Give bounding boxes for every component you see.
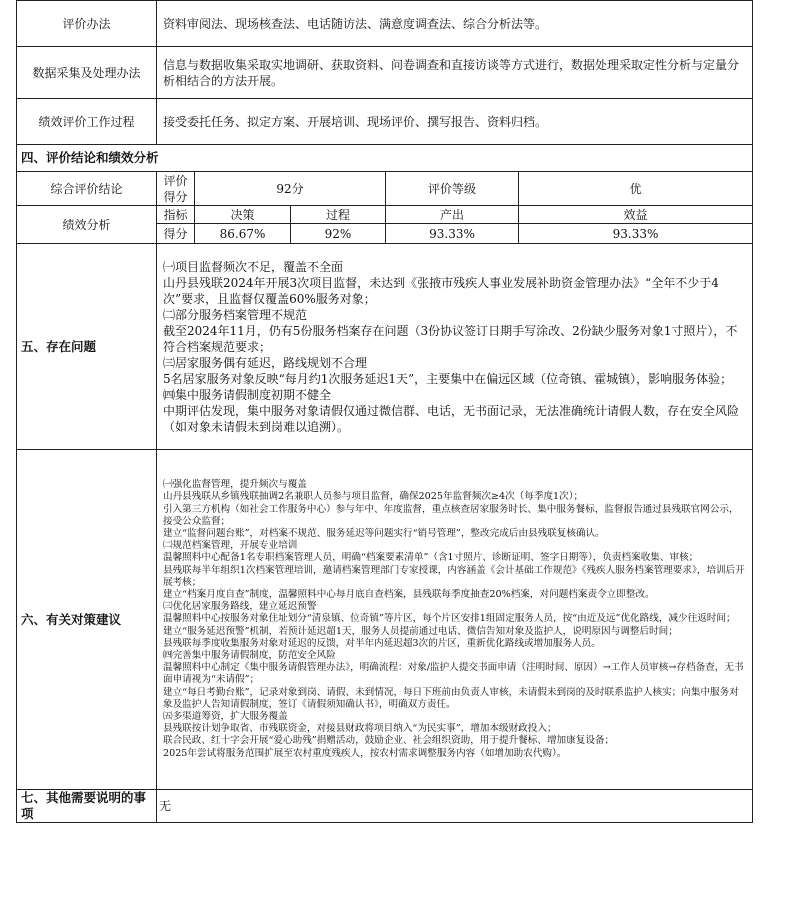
evaluation-process-label: 绩效评价工作过程: [17, 99, 157, 145]
evaluation-process-content: 接受委托任务、拟定方案、开展培训、现场评价、撰写报告、资料归档。: [157, 99, 753, 145]
score-value: 92分: [195, 172, 386, 206]
section6-line-1: ㈠强化监督管理，提升频次与覆盖: [163, 479, 307, 491]
section5-line-5: ㈢居家服务偶有延迟，路线规划不合理: [163, 355, 368, 370]
points-output: 93.33%: [386, 224, 519, 244]
indicator-label: 指标: [157, 206, 195, 224]
section7-row: [17, 790, 753, 823]
indicator-decision: 决策: [195, 206, 291, 224]
indicator-output: 产出: [386, 206, 519, 224]
row-evaluation-method: [17, 1, 753, 47]
grade-value: 优: [519, 172, 753, 206]
section6-line-4: 建立“监督问题台账”，对档案不规范、服务延迟等问题实行“销号管理”，整改完成后由县残联复核确认。: [163, 527, 605, 539]
section6-line-6: 温馨照料中心配备1名专职档案管理人员，明确“档案要素清单”（含1寸照片、诊断证明、签字日期等），负责档案收集、审核；: [163, 552, 699, 564]
section5-line-3: ㈡部分服务档案管理不规范: [163, 307, 308, 322]
evaluation-method-label: 评价办法: [17, 1, 157, 47]
section6-line-16: ㈤多渠道筹资，扩大服务覆盖: [163, 711, 288, 723]
section6-title: 六、有关对策建议: [17, 450, 157, 790]
grade-label: 评价等级: [386, 172, 519, 206]
section7-title: 七、其他需要说明的事项: [17, 790, 157, 823]
section6-line-18: 联合民政、红十字会开展“爱心助残”捐赠活动，鼓励企业、社会组织资助，用于提升餐标、增加康复设备；: [163, 735, 615, 747]
section6-line-3: 引入第三方机构（如社会工作服务中心）参与年中、年度监督，重点核查居家服务时长、集中服务餐标，监督报告通过县残联官网公示，接受公众监督；: [163, 503, 739, 527]
section6-row: [17, 450, 753, 790]
evaluation-report-table: [16, 0, 753, 823]
row-evaluation-process: [17, 99, 753, 145]
section5-row: [17, 244, 753, 450]
section6-line-19: 2025年尝试将服务范围扩展至农村重度残疾人，按农村需求调整服务内容（如增加助农代购）。: [163, 747, 567, 759]
section6-line-10: 温馨照料中心按服务对象住址划分“清泉镇、位奇镇”等片区，每个片区安排1组固定服务人员，按“由近及远”优化路线，减少往返时间；: [163, 613, 736, 625]
section6-line-17: 县残联按计划争取省、市残联资金，对接县财政将项目纳入“为民实事”，增加本级财政投入；: [163, 723, 557, 735]
points-process: 92%: [291, 224, 386, 244]
points-benefit: 93.33%: [519, 224, 753, 244]
row-data-collection: [17, 47, 753, 99]
section5-title: 五、存在问题: [17, 244, 157, 450]
section5-line-6: 5名居家服务对象反映“每月约1次服务延迟1天”，主要集中在偏远区域（位奇镇、霍城镇），影响服务体验；: [163, 371, 733, 386]
section4-header-row: [17, 145, 753, 172]
section5-line-8: 中期评估发现，集中服务对象请假仅通过微信群、电话，无书面记录，无法准确统计请假人数，存在安全风险（如对象未请假未到岗难以追溯）。: [163, 403, 740, 434]
score-label: 评价得分: [157, 172, 195, 206]
section6-content: [157, 450, 753, 790]
section4-title: 四、评价结论和绩效分析: [17, 145, 753, 172]
section5-line-2: 山丹县残联2024年开展3次项目监督，未达到《张掖市残疾人事业发展补助资金管理办法》“全年不少于4次”要求，且监督仅覆盖60%服务对象；: [163, 275, 719, 306]
section6-line-13: ㈣完善集中服务请假制度，防范安全风险: [163, 650, 336, 661]
section6-line-2: 山丹县残联从乡镇残联抽调2名兼职人员参与项目监督，确保2025年监督频次≥4次（每季度1次）；: [163, 491, 584, 503]
section6-line-9: ㈢优化居家服务路线，建立延迟预警: [163, 601, 317, 613]
section5-content: [157, 244, 753, 450]
section5-line-7: ㈣集中服务请假制度初期不健全: [163, 387, 332, 402]
data-collection-content: 信息与数据收集采取实地调研、获取资料、问卷调查和直接访谈等方式进行，数据处理采取定性分析与定量分析相结合的方法开展。: [157, 47, 753, 99]
evaluation-method-content: 资料审阅法、现场核查法、电话随访法、满意度调查法、综合分析法等。: [157, 1, 753, 47]
section6-line-11: 建立“服务延迟预警”机制，若预计延迟超1天，服务人员提前通过电话、微信告知对象及监护人，说明原因与调整后时间；: [163, 625, 678, 637]
performance-analysis-label: 绩效分析: [17, 206, 157, 244]
section6-line-12: 县残联每季度收集服务对象对延迟的反馈，对半年内延迟超3次的片区，重新优化路线或增加服务人员。: [163, 637, 601, 649]
indicator-process: 过程: [291, 206, 386, 224]
overall-conclusion-label: 综合评价结论: [17, 172, 157, 206]
indicator-benefit: 效益: [519, 206, 753, 224]
section5-line-1: ㈠项目监督频次不足，覆盖不全面: [163, 259, 344, 274]
section6-line-5: ㈡规范档案管理，开展专业培训: [163, 540, 298, 552]
section7-content: 无: [157, 790, 753, 823]
indicator-row: [17, 206, 753, 224]
section6-line-7: 县残联每半年组织1次档案管理培训，邀请档案管理部门专家授课，内容涵盖《会计基础工作规范》《残疾人服务档案管理要求》，培训后开展考核；: [163, 564, 745, 588]
section6-line-15: 建立“每日考勤台账”，记录对象到岗、请假、未到情况，每日下班前由负责人审核，未请假未到岗的及时联系监护人核实；向集中服务对象及监护人告知请假制度，签订《请假须知确认书》，明确双方责任。: [163, 686, 739, 710]
overall-conclusion-row: [17, 172, 753, 206]
data-collection-label: 数据采集及处理办法: [17, 47, 157, 99]
points-label: 得分: [157, 224, 195, 244]
section5-line-4: 截至2024年11月，仍有5份服务档案存在问题（3份协议签订日期手写涂改、2份缺少服务对象1寸照片），不符合档案规范要求；: [163, 323, 738, 354]
section6-line-14: 温馨照料中心制定《集中服务请假管理办法》，明确流程：对象/监护人提交书面申请（注明时间、原因）→工作人员审核→存档备查，无书面申请视为“未请假”；: [163, 662, 744, 686]
section6-line-8: 建立“档案月度自查”制度，温馨照料中心每月底自查档案，县残联每季度抽查20%档案，对问题档案责令立即整改。: [163, 588, 655, 600]
points-decision: 86.67%: [195, 224, 291, 244]
